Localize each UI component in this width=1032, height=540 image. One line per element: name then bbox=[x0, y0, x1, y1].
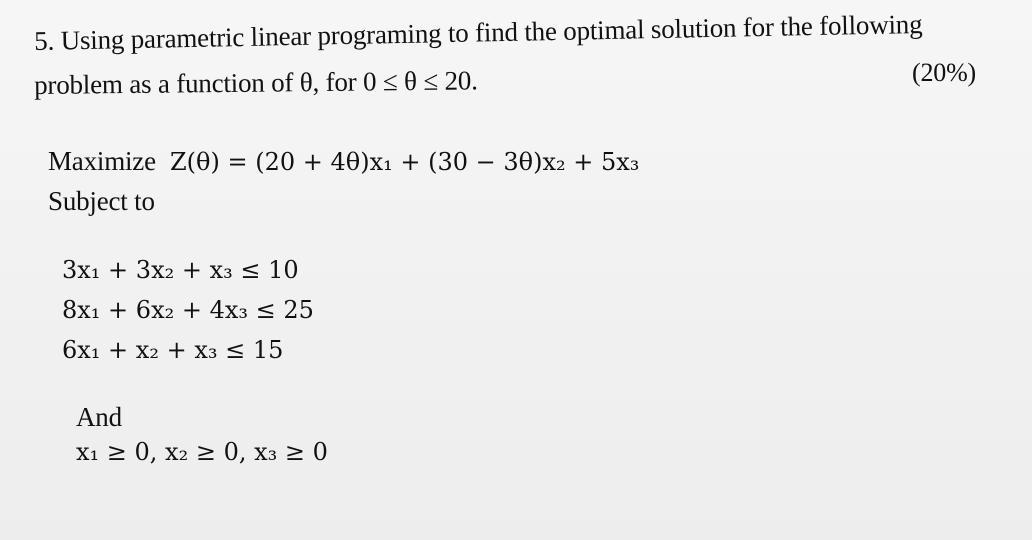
points-label: (20%) bbox=[912, 58, 976, 87]
constraint-1: 3x₁ + 3x₂ + x₃ ≤ 10 bbox=[62, 256, 299, 284]
constraint-3: 6x₁ + x₂ + x₃ ≤ 15 bbox=[62, 336, 284, 364]
and-label: And bbox=[76, 402, 122, 432]
constraint-2: 8x₁ + 6x₂ + 4x₃ ≤ 25 bbox=[62, 296, 314, 324]
question-line-1: 5. Using parametric linear programing to find the optimal solution for the following bbox=[33, 8, 923, 56]
nonnegativity-constraints: x₁ ≥ 0, x₂ ≥ 0, x₃ ≥ 0 bbox=[76, 438, 328, 466]
question-line-2: problem as a function of θ, for 0 ≤ θ ≤ 20. bbox=[33, 65, 478, 100]
maximize-label: Maximize bbox=[48, 146, 156, 176]
subject-to-label: Subject to bbox=[48, 186, 155, 216]
objective-expression: Z(θ) = (20 + 4θ)x₁ + (30 − 3θ)x₂ + 5x₃ bbox=[170, 148, 640, 176]
objective-function bbox=[48, 148, 639, 175]
